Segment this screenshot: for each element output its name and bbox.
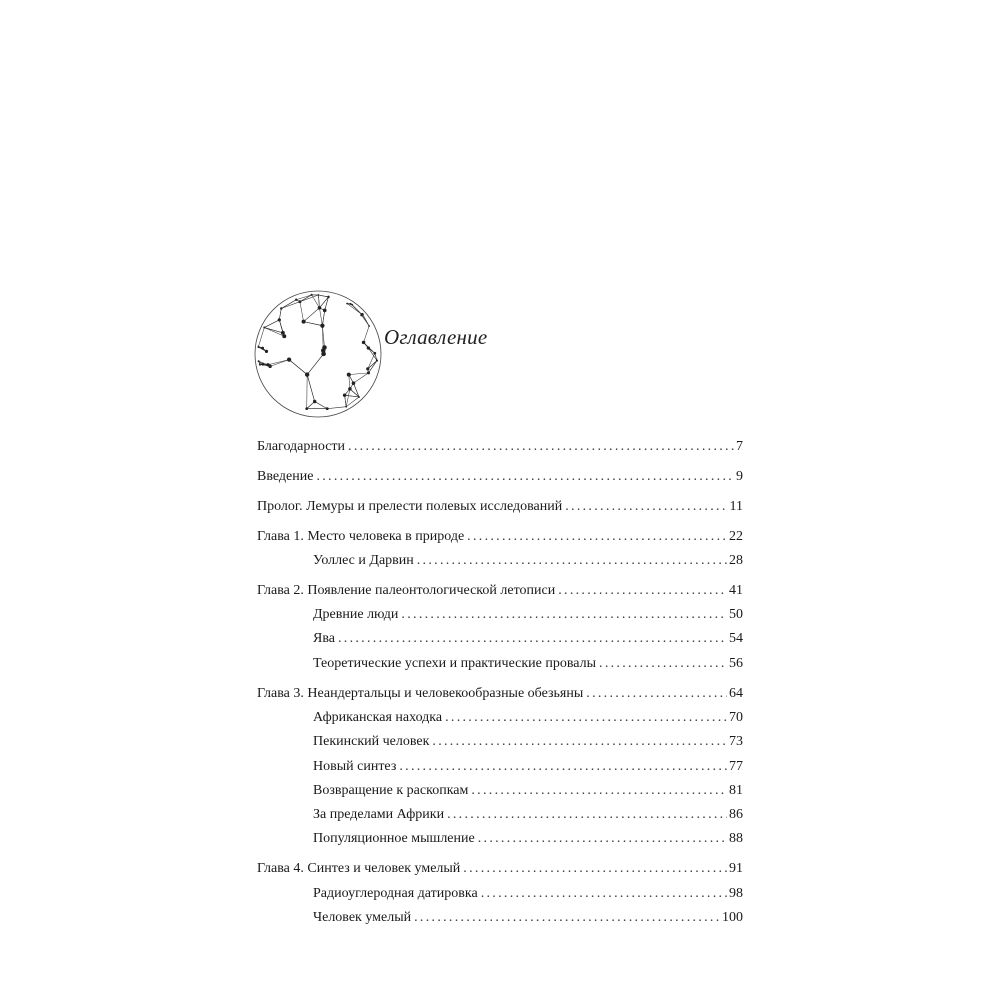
toc-entry[interactable]	[257, 581, 743, 605]
toc-entry[interactable]	[257, 684, 743, 708]
globe-link	[353, 373, 368, 383]
dot-leader	[447, 805, 727, 825]
toc-group	[257, 684, 743, 854]
globe-link	[327, 407, 346, 409]
globe-link	[304, 308, 320, 322]
globe-node	[326, 407, 329, 410]
toc-subentry[interactable]	[257, 829, 743, 853]
toc-entry-label: Глава 2. Появление палеонтологической летописи	[257, 582, 556, 598]
dot-leader	[471, 781, 727, 801]
toc-subentry[interactable]	[257, 908, 743, 932]
toc-page-number: 54	[729, 631, 743, 647]
toc-subentry[interactable]	[257, 654, 743, 678]
dot-leader	[481, 884, 727, 904]
toc-page-number: 50	[729, 607, 743, 623]
toc-entry-label: Пекинский человек	[313, 734, 430, 750]
toc-page-number: 98	[729, 885, 743, 901]
globe-node	[366, 367, 369, 370]
toc-page-number: 91	[729, 861, 743, 877]
globe-node	[362, 313, 364, 315]
toc-subentry[interactable]	[257, 805, 743, 829]
toc-entry-label: Новый синтез	[313, 758, 397, 774]
globe-node	[323, 308, 327, 312]
toc-entry-label: Благодарности	[257, 439, 346, 454]
globe-node	[313, 400, 317, 404]
globe-node	[352, 381, 356, 385]
toc-page-number: 70	[729, 709, 743, 725]
toc-page-number: 88	[729, 831, 743, 847]
globe-link	[270, 360, 289, 367]
globe-node	[287, 358, 291, 362]
toc-page-number: 7	[736, 439, 743, 454]
globe-node	[261, 347, 264, 350]
globe-node	[350, 303, 352, 305]
toc-entry-label: Радиоуглеродная датировка	[313, 885, 478, 901]
globe-node	[320, 324, 324, 328]
toc-entry-label: Глава 3. Неандертальцы и человекообразные обезьяны	[257, 685, 584, 701]
globe-link	[345, 395, 359, 397]
toc-entry[interactable]	[257, 497, 743, 521]
toc-subentry[interactable]	[257, 781, 743, 805]
toc-page-number: 73	[729, 734, 743, 750]
toc-page-number: 56	[729, 655, 743, 671]
globe-node	[367, 371, 370, 374]
toc-group	[257, 581, 743, 678]
dot-leader	[348, 437, 734, 457]
toc-subentry[interactable]	[257, 629, 743, 653]
dot-leader	[599, 654, 727, 674]
dot-leader	[558, 581, 727, 601]
toc-heading: Оглавление	[384, 325, 488, 349]
toc-group	[257, 527, 743, 576]
globe-node	[311, 294, 313, 296]
globe-node	[258, 346, 260, 348]
globe-node	[373, 352, 376, 355]
toc-entry-label: Популяционное мышление	[313, 831, 475, 847]
dot-leader	[432, 732, 727, 752]
toc-entry-label: За пределами Африки	[313, 807, 445, 823]
globe-node	[263, 327, 265, 329]
globe-link	[319, 308, 322, 326]
globe-node	[318, 306, 322, 310]
globe-link	[289, 360, 307, 375]
dot-leader	[338, 629, 727, 649]
toc-entry-label: Древние люди	[313, 607, 399, 623]
dot-leader	[445, 708, 727, 728]
globe-node	[327, 296, 330, 299]
toc-page-number: 22	[729, 528, 743, 544]
dot-leader	[417, 551, 727, 571]
globe-node	[346, 303, 348, 305]
globe-node	[265, 350, 268, 353]
toc-entry[interactable]	[257, 437, 743, 461]
toc-page-number: 64	[729, 685, 743, 701]
globe-node	[368, 325, 370, 327]
globe-link	[368, 353, 375, 369]
globe-link	[268, 360, 289, 365]
toc-page-number: 9	[736, 468, 743, 484]
globe-link	[279, 320, 283, 333]
toc-page-number: 11	[729, 498, 743, 514]
globe-node	[367, 346, 370, 349]
globe-node	[261, 363, 264, 366]
globe-link	[349, 373, 369, 375]
globe-link	[347, 304, 362, 315]
globe-node	[343, 393, 346, 396]
toc-group	[257, 467, 743, 491]
toc-subentry[interactable]	[257, 732, 743, 756]
toc-page-number: 77	[729, 758, 743, 774]
toc-page-number: 28	[729, 552, 743, 568]
globe-node	[258, 360, 260, 362]
globe-node	[305, 372, 309, 376]
toc-entry-label: Глава 1. Место человека в природе	[257, 528, 465, 544]
toc-page-number: 41	[729, 582, 743, 598]
toc-subentry[interactable]	[257, 605, 743, 629]
globe-link	[353, 383, 359, 397]
toc-entry[interactable]	[257, 467, 743, 491]
globe-link	[264, 320, 279, 328]
toc-group	[257, 497, 743, 521]
toc-entry-label: Африканская находка	[313, 709, 443, 725]
toc-entry[interactable]	[257, 859, 743, 883]
globe-link	[279, 308, 281, 319]
dot-leader	[414, 908, 720, 928]
dot-leader	[467, 527, 727, 547]
globe-link	[296, 295, 311, 300]
globe-node	[345, 406, 347, 408]
dot-leader	[478, 829, 727, 849]
toc-page-number: 86	[729, 807, 743, 823]
toc-page-number: 100	[722, 909, 743, 925]
toc-subentry[interactable]	[257, 551, 743, 575]
toc-subentry[interactable]	[257, 708, 743, 732]
dot-leader	[565, 497, 727, 517]
table-of-contents	[257, 437, 743, 932]
toc-entry-label: Возвращение к раскопкам	[313, 782, 469, 798]
globe-node	[259, 363, 261, 365]
dot-leader	[401, 605, 727, 625]
toc-entry-label: Человек умелый	[313, 909, 412, 925]
globe-link	[307, 354, 323, 375]
toc-subentry[interactable]	[257, 757, 743, 781]
globe-node	[268, 365, 271, 368]
globe-node	[376, 359, 378, 361]
globe-node	[318, 294, 320, 296]
globe-link	[364, 326, 370, 342]
toc-entry-label: Ява	[313, 631, 335, 647]
toc-entry-label: Уоллес и Дарвин	[313, 552, 414, 568]
globe-link	[315, 402, 328, 409]
globe-node	[281, 331, 285, 335]
toc-entry-label: Пролог. Лемуры и прелести полевых исследований	[257, 498, 563, 514]
globe-node	[348, 387, 352, 391]
globe-link	[345, 395, 347, 407]
toc-subentry[interactable]	[257, 884, 743, 908]
globe-link	[322, 310, 324, 325]
globe-link	[264, 328, 283, 333]
globe-node	[321, 348, 326, 353]
toc-entry[interactable]	[257, 527, 743, 551]
toc-group	[257, 859, 743, 932]
globe-link	[307, 375, 315, 402]
dot-leader	[586, 684, 727, 704]
globe-link	[304, 322, 323, 326]
toc-entry-label: Введение	[257, 468, 314, 484]
globe-node	[298, 300, 301, 303]
toc-page-number: 81	[729, 782, 743, 798]
globe-node	[280, 307, 282, 309]
toc-group	[257, 437, 743, 461]
globe-node	[295, 299, 297, 301]
dot-leader	[463, 859, 727, 879]
globe-node	[347, 373, 351, 377]
globe-node	[305, 407, 308, 410]
toc-entry-label: Теоретические успехи и практические провалы	[313, 655, 597, 671]
globe-node	[358, 396, 360, 398]
dot-leader	[316, 467, 734, 487]
globe-node	[278, 318, 281, 321]
globe-node	[302, 320, 306, 324]
dot-leader	[399, 757, 727, 777]
globe-link	[318, 295, 328, 297]
globe-node	[282, 334, 286, 338]
globe-link	[300, 302, 304, 322]
toc-entry-label: Глава 4. Синтез и человек умелый	[257, 861, 461, 877]
globe-node	[362, 341, 366, 345]
network-globe-icon	[252, 288, 384, 420]
